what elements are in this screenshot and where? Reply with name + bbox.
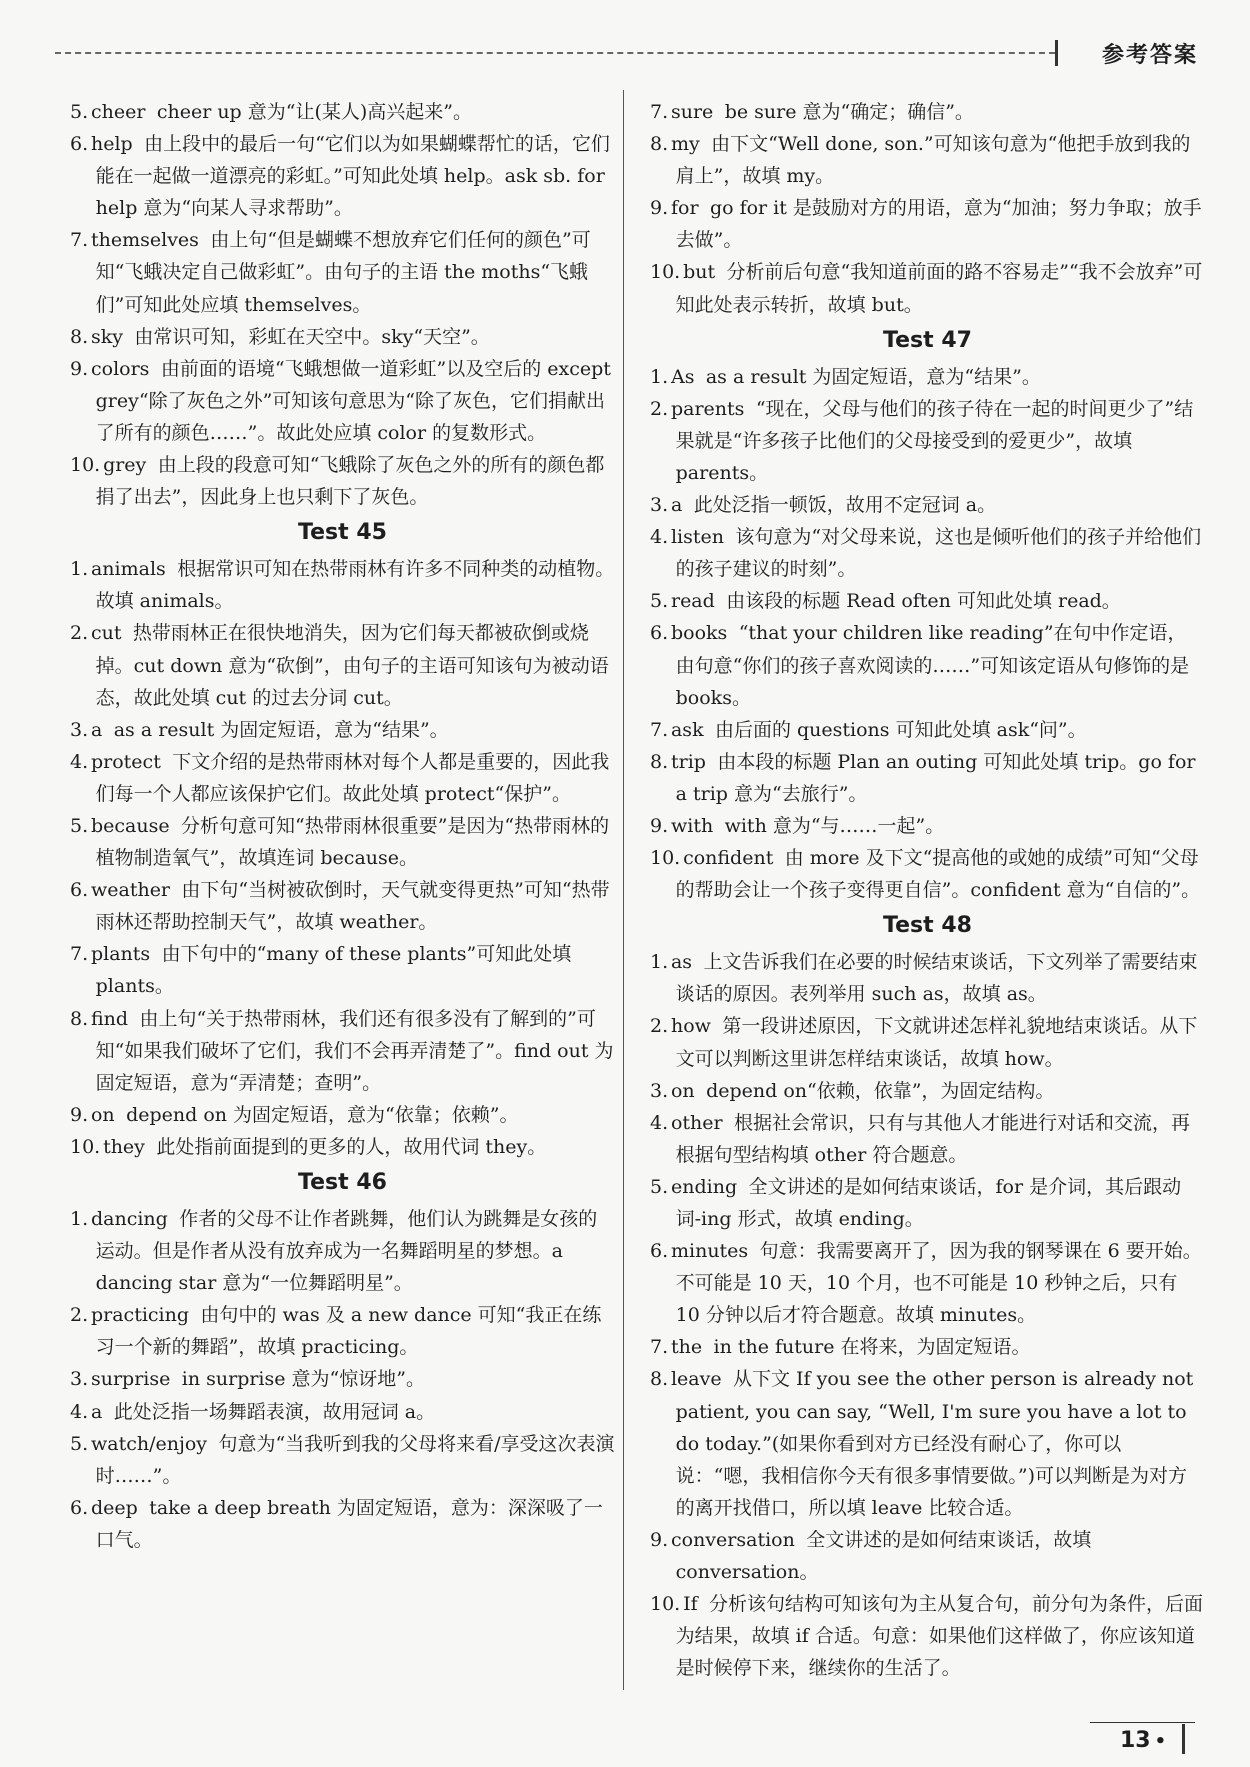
item-number: 9.: [70, 357, 89, 380]
item-answer: conversation: [670, 1528, 795, 1551]
answer-item: [70, 128, 615, 224]
answer-item: [650, 192, 1205, 256]
footer-divider: [1090, 1722, 1195, 1723]
item-number: 6.: [70, 133, 89, 156]
answer-item: [650, 361, 1205, 393]
item-number: 1.: [70, 1208, 89, 1230]
item-explanation: 由上段中的最后一句“它们以为如果蝴蝶帮忙的话，它们能在一起做一道漂亮的彩虹。”可知此处填 help。ask sb. for help 意为“向某人寻求帮助”。: [95, 133, 610, 220]
answer-item: [70, 1299, 615, 1363]
answer-item: [70, 617, 615, 713]
item-explanation: 由上句“关于热带雨林，我们还有很多没有了解到的”可知“如果我们破坏了它们，我们不会再弄清楚了”。find out 为固定短语，意为“弄清楚；查明”。: [95, 1007, 614, 1094]
answer-item: [650, 1010, 1205, 1074]
answer-item: [650, 1588, 1205, 1684]
answer-item: [650, 96, 1205, 128]
item-explanation: depend on 为固定短语，意为“依靠；依赖”。: [126, 1103, 519, 1126]
item-number: 6.: [650, 1240, 669, 1263]
item-explanation: “现在，父母与他们的孩子待在一起的时间更少了”结果就是“许多孩子比他们的父母接受到的爱更少”，故填 parents。: [675, 397, 1194, 484]
item-answer: sure: [670, 101, 714, 123]
item-answer: other: [670, 1111, 723, 1134]
item-number: 3.: [70, 1368, 89, 1391]
header-divider: [55, 52, 1055, 54]
item-number: 7.: [650, 718, 669, 741]
item-number: 3.: [650, 1079, 669, 1102]
item-answer: colors: [90, 357, 150, 380]
item-explanation: 由 more 及下文“提高他的或她的成绩”可知“父母的帮助会让一个孩子变得更自信”。confident 意为“自信的”。: [675, 847, 1201, 902]
item-answer: read: [670, 590, 715, 613]
item-number: 6.: [650, 622, 669, 645]
item-answer: cheer: [90, 101, 146, 123]
test-heading: Test 48: [883, 913, 972, 939]
answer-item: [70, 1003, 615, 1099]
answer-item: [650, 521, 1205, 585]
item-explanation: 分析前后句意“我知道前面的路不容易走”“我不会放弃”可知此处表示转折，故填 but。: [675, 261, 1203, 316]
item-answer: parents: [670, 397, 745, 420]
item-answer: ask: [670, 718, 704, 741]
page-header-title: 参考答案: [1101, 43, 1198, 68]
item-answer: themselves: [90, 229, 199, 252]
item-answer: my: [670, 133, 700, 156]
item-answer: watch/enjoy: [90, 1432, 208, 1455]
item-explanation: 由前面的语境“飞蛾想做一道彩虹”以及空后的 except grey“除了灰色之外”可知该句意思为“除了灰色，它们捐献出了所有的颜色……”。故此处应填 color 的复数形式。: [95, 357, 611, 444]
item-number: 10.: [70, 1135, 101, 1158]
column-divider: [623, 90, 624, 1690]
item-number: 2.: [70, 1304, 89, 1327]
item-number: 5.: [70, 101, 89, 123]
answer-item: [70, 1492, 615, 1556]
item-explanation: as a result 为固定短语，意为“结果”。: [705, 365, 1041, 388]
item-number: 9.: [650, 197, 669, 220]
item-explanation: “that your children like reading”在句中作定语，由句意“你们的孩子喜欢阅读的……”可知该定语从句修饰的是 books。: [675, 622, 1190, 709]
test-heading: Test 47: [883, 327, 972, 353]
answer-item: [70, 224, 615, 320]
item-answer: as: [670, 951, 693, 974]
item-answer: how: [670, 1015, 711, 1038]
item-number: 10.: [70, 454, 101, 477]
answer-item: [70, 553, 615, 617]
item-number: 10.: [650, 1593, 681, 1616]
item-answer: sky: [90, 325, 123, 348]
item-number: 9.: [650, 1528, 669, 1551]
page-number: [1120, 1728, 1166, 1753]
answer-item: [650, 128, 1205, 192]
item-answer: help: [90, 133, 133, 156]
item-number: 4.: [70, 750, 89, 773]
answer-item: [70, 746, 615, 810]
item-number: 7.: [650, 1336, 669, 1359]
item-explanation: 该句意为“对父母来说，这也是倾听他们的孩子并给他们的孩子建议的时刻”。: [675, 526, 1202, 581]
item-number: 8.: [70, 325, 89, 348]
item-explanation: 此处指前面提到的更多的人，故用代词 they。: [156, 1135, 547, 1158]
item-number: 5.: [650, 590, 669, 613]
item-explanation: go for it 是鼓励对方的用语，意为“加油；努力争取；放手去做”。: [675, 197, 1202, 252]
item-answer: weather: [90, 879, 171, 902]
item-explanation: in the future 在将来，为固定短语。: [713, 1336, 1031, 1359]
item-explanation: 根据社会常识，只有与其他人才能进行对话和交流，再根据句型结构填 other 符合题意。: [675, 1111, 1191, 1166]
answer-item: [70, 714, 615, 746]
item-answer: protect: [90, 750, 161, 773]
item-number: 5.: [70, 814, 89, 837]
answer-item: [70, 1131, 615, 1163]
item-answer: with: [670, 814, 714, 837]
item-number: 1.: [650, 365, 669, 388]
item-number: 6.: [70, 879, 89, 902]
item-explanation: cheer up 意为“让(某人)高兴起来”。: [156, 101, 473, 123]
left-column: [70, 96, 615, 1556]
page-bullet: •: [1154, 1731, 1167, 1752]
item-number: 4.: [650, 526, 669, 549]
item-answer: they: [103, 1135, 145, 1158]
item-number: 9.: [650, 814, 669, 837]
item-explanation: 作者的父母不让作者跳舞，他们认为跳舞是女孩的运动。但是作者从没有放弃成为一名舞蹈明星的梦想。a dancing star 意为“一位舞蹈明星”。: [95, 1208, 598, 1295]
item-answer: but: [683, 261, 716, 284]
item-number: 1.: [70, 558, 89, 581]
item-explanation: 由上段的段意可知“飞蛾除了灰色之外的所有的颜色都捐了出去”，因此身上也只剩下了灰色。: [95, 454, 605, 509]
item-answer: cut: [90, 622, 122, 645]
answer-item: [650, 393, 1205, 489]
item-number: 8.: [650, 133, 669, 156]
item-number: 8.: [650, 1368, 669, 1391]
answer-item: [650, 1235, 1205, 1331]
answer-item: [650, 617, 1205, 713]
item-explanation: 由常识可知，彩虹在天空中。sky“天空”。: [134, 325, 490, 348]
answer-item: [650, 842, 1205, 906]
answer-item: [650, 1363, 1205, 1523]
answer-item: [650, 489, 1205, 521]
item-answer: ending: [670, 1175, 738, 1198]
item-explanation: 分析句意可知“热带雨林很重要”是因为“热带雨林的植物制造氧气”，故填连词 because。: [95, 814, 610, 870]
item-number: 4.: [650, 1111, 669, 1134]
item-number: 5.: [70, 1432, 89, 1455]
answer-item: [650, 256, 1205, 320]
item-explanation: 由后面的 questions 可知此处填 ask“问”。: [714, 718, 1087, 741]
item-number: 10.: [650, 847, 681, 870]
item-answer: As: [670, 365, 695, 388]
item-answer: If: [683, 1593, 698, 1616]
item-answer: dancing: [90, 1208, 168, 1230]
item-number: 6.: [70, 1496, 89, 1519]
item-number: 2.: [650, 397, 669, 420]
item-answer: animals: [90, 558, 166, 581]
answer-item: [650, 1171, 1205, 1235]
item-explanation: 此处泛指一顿饭，故用不定冠词 a。: [693, 494, 997, 517]
page-number-text: 13: [1120, 1728, 1151, 1753]
answer-item: [650, 1331, 1205, 1363]
item-answer: plants: [90, 943, 151, 966]
item-answer: minutes: [670, 1240, 749, 1263]
item-explanation: 第一段讲述原因，下文就讲述怎样礼貌地结束谈话。从下文可以判断这里讲怎样结束谈话，故填 how。: [675, 1015, 1198, 1070]
answer-item: [650, 810, 1205, 842]
item-explanation: 句意为“当我听到我的父母将来看/享受这次表演时……”。: [95, 1432, 615, 1487]
item-number: 7.: [70, 943, 89, 966]
item-answer: the: [670, 1336, 703, 1359]
answer-item: [70, 1099, 615, 1131]
item-answer: confident: [683, 847, 774, 870]
item-explanation: 由本段的标题 Plan an outing 可知此处填 trip。go for a trip 意为“去旅行”。: [675, 750, 1196, 805]
item-number: 2.: [650, 1015, 669, 1038]
answer-item: [650, 1107, 1205, 1171]
item-explanation: 下文介绍的是热带雨林对每个人都是重要的，因此我们每一个人都应该保护它们。故此处填 protect“保护”。: [95, 750, 610, 805]
page-number-bar: [1182, 1724, 1185, 1754]
answer-item: [650, 746, 1205, 810]
item-explanation: 热带雨林正在很快地消失，因为它们每天都被砍倒或烧掉。cut down 意为“砍倒”，由句子的主语可知该句为被动语态，故此处填 cut 的过去分词 cut。: [95, 622, 609, 709]
item-answer: on: [90, 1103, 115, 1126]
answer-item: [650, 714, 1205, 746]
item-number: 7.: [70, 229, 89, 252]
item-answer: grey: [103, 454, 147, 477]
item-explanation: 从下文 If you see the other person is already not patient, you can say, “Well, I'm sure you have a lot to do today.”(如果你看到对方已经没有耐心了，你可以说：“嗯，我相信你今天有很多事情要做。”)可以判断是为对方的离开找借口，所以填 leave 比较合适。: [675, 1368, 1194, 1519]
item-answer: practicing: [90, 1304, 190, 1327]
item-answer: a: [90, 718, 103, 741]
item-number: 8.: [70, 1007, 89, 1030]
item-explanation: 分析该句结构可知该句为主从复合句，前分句为条件，后面为结果，故填 if 合适。句意：如果他们这样做了，你应该知道是时候停下来，继续你的生活了。: [675, 1593, 1204, 1680]
item-answer: on: [670, 1079, 695, 1102]
answer-item: [70, 96, 615, 128]
item-explanation: take a deep breath 为固定短语，意为：深深吸了一口气。: [95, 1496, 603, 1551]
answer-item: [70, 1203, 615, 1299]
item-explanation: depend on“依赖，依靠”，为固定结构。: [706, 1079, 1055, 1102]
answer-item: [70, 1396, 615, 1428]
item-explanation: 全文讲述的是如何结束谈话，for 是介词，其后跟动词-ing 形式，故填 ending。: [675, 1175, 1182, 1230]
item-answer: deep: [90, 1496, 138, 1519]
answer-item: [650, 585, 1205, 617]
item-answer: books: [670, 622, 728, 645]
item-explanation: 根据常识可知在热带雨林有许多不同种类的动植物。故填 animals。: [95, 558, 615, 613]
item-explanation: 此处泛指一场舞蹈表演，故用冠词 a。: [113, 1400, 436, 1423]
item-explanation: 由句中的 was 及 a new dance 可知“我正在练习一个新的舞蹈”，故填 practicing。: [95, 1304, 602, 1359]
item-explanation: be sure 意为“确定；确信”。: [724, 101, 974, 123]
item-explanation: 句意：我需要离开了，因为我的钢琴课在 6 要开始。不可能是 10 天，10 个月，也不可能是 10 秒钟之后，只有 10 分钟以后才符合题意。故填 minutes。: [675, 1240, 1202, 1327]
answer-item: [70, 938, 615, 1002]
test-heading: Test 46: [298, 1170, 387, 1195]
item-explanation: 上文告诉我们在必要的时候结束谈话，下文列举了需要结束谈话的原因。表列举用 such as，故填 as。: [675, 951, 1198, 1006]
item-number: 3.: [70, 718, 89, 741]
item-explanation: 由下句中的“many of these plants”可知此处填 plants。: [95, 943, 572, 998]
item-answer: leave: [670, 1368, 722, 1391]
item-answer: surprise: [90, 1368, 171, 1391]
item-answer: find: [90, 1007, 129, 1030]
item-number: 10.: [650, 261, 681, 284]
item-answer: listen: [670, 526, 725, 549]
item-number: 4.: [70, 1400, 89, 1423]
item-answer: because: [90, 814, 170, 837]
answer-item: [650, 946, 1205, 1010]
item-answer: a: [90, 1400, 103, 1423]
answer-item: [650, 1524, 1205, 1588]
answer-item: [70, 321, 615, 353]
answer-item: [650, 1075, 1205, 1107]
item-answer: a: [670, 494, 683, 517]
item-explanation: 由上句“但是蝴蝶不想放弃它们任何的颜色”可知“飞蛾决定自己做彩虹”。由句子的主语 the moths“飞蛾们”可知此处应填 themselves。: [95, 229, 591, 316]
answer-item: [70, 449, 615, 513]
item-number: 7.: [650, 101, 669, 123]
item-number: 3.: [650, 494, 669, 517]
item-number: 9.: [70, 1103, 89, 1126]
answer-item: [70, 874, 615, 938]
item-explanation: 由该段的标题 Read often 可知此处填 read。: [726, 590, 1121, 613]
item-explanation: with 意为“与……一起”。: [724, 814, 945, 837]
test-heading: Test 45: [298, 520, 387, 546]
right-column: [650, 96, 1205, 1684]
item-explanation: 由下句“当树被砍倒时，天气就变得更热”可知“热带雨林还帮助控制天气”，故填 weather。: [95, 879, 610, 934]
item-explanation: 由下文“Well done, son.”可知该句意为“他把手放到我的肩上”，故填 my。: [675, 133, 1191, 188]
item-explanation: in surprise 意为“惊讶地”。: [181, 1368, 425, 1391]
item-number: 2.: [70, 622, 89, 645]
item-explanation: as a result 为固定短语，意为“结果”。: [113, 718, 449, 741]
item-number: 1.: [650, 951, 669, 974]
item-number: 5.: [650, 1175, 669, 1198]
answer-item: [70, 810, 615, 874]
answer-item: [70, 1363, 615, 1395]
item-answer: for: [670, 197, 699, 220]
item-explanation: 全文讲述的是如何结束谈话，故填 conversation。: [675, 1528, 1092, 1584]
answer-item: [70, 353, 615, 449]
item-answer: trip: [670, 750, 706, 773]
item-number: 8.: [650, 750, 669, 773]
answer-item: [70, 1428, 615, 1492]
